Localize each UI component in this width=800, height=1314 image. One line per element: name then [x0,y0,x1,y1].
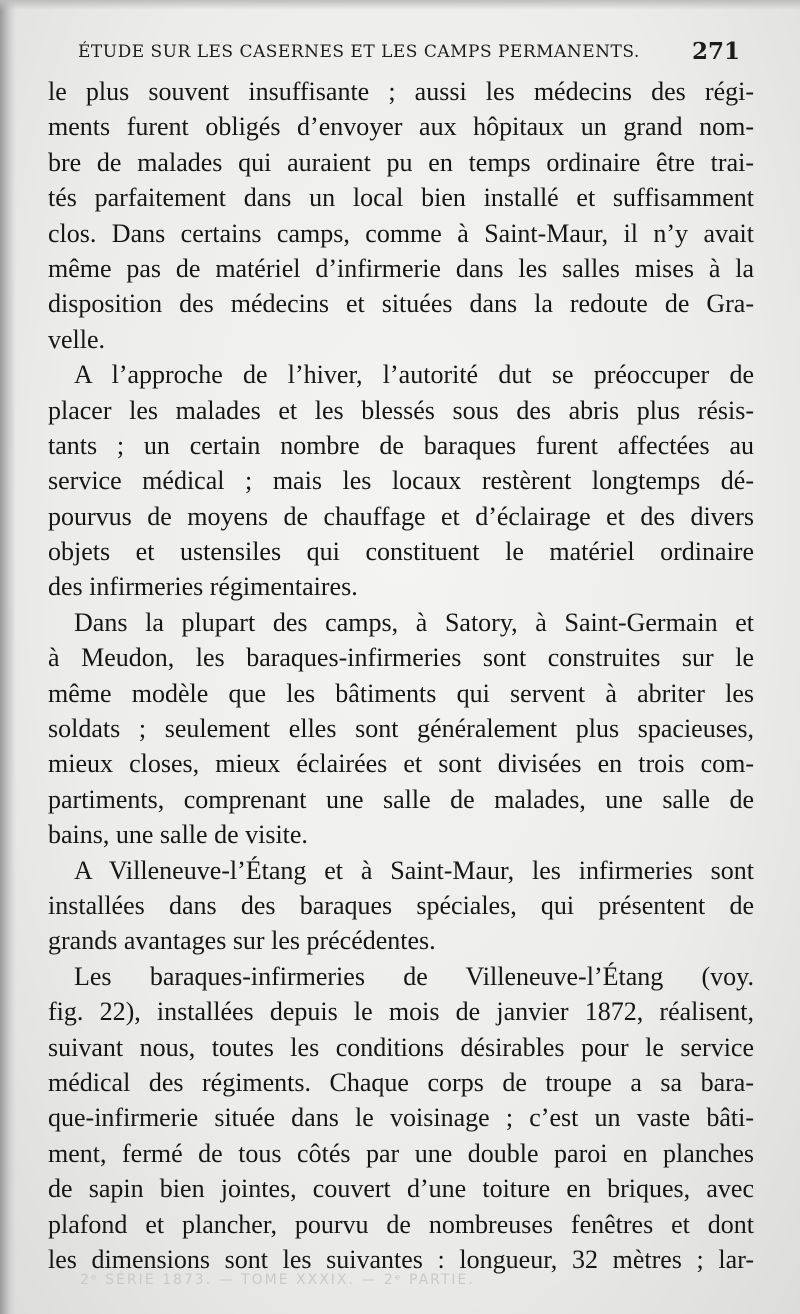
text-line: à Meudon, les baraques-infirmeries sont construites sur le [48,643,754,673]
text-line: médical des régiments. Chaque corps de troupe a sa bara- [48,1067,754,1097]
text-line: grands avantages sur les précédentes. [48,926,436,956]
text-line: clos. Dans certains camps, comme à Saint-Maur, il n’y avait [48,218,754,248]
running-header [78,38,740,70]
text-line: installées dans des baraques spéciales, qui présentent de [48,890,754,920]
text-line: de sapin bien jointes, couvert d’une toiture en briques, avec [48,1174,754,1204]
text-line: mieux closes, mieux éclairées et sont divisées en trois com- [48,749,754,779]
text-line: ment, fermé de tous côtés par une double paroi en planches [48,1138,754,1168]
body-text [48,74,754,1277]
text-line: des infirmeries régimentaires. [48,572,358,602]
text-line: partiments, comprenant une salle de malades, une salle de [48,784,754,814]
running-title: ÉTUDE SUR LES CASERNES ET LES CAMPS PERMANENTS. [78,42,640,62]
text-line: bains, une salle de visite. [48,820,308,850]
text-line: les dimensions sont les suivantes : longueur, 32 mètres ; lar- [48,1244,754,1274]
text-line: ments furent obligés d’envoyer aux hôpitaux un grand nom- [48,112,754,142]
text-line: pourvus de moyens de chauffage et d’éclairage et des divers [48,501,754,531]
paragraph-first-line: A l’approche de l’hiver, l’autorité dut se préoccuper de [74,360,754,390]
text-line: suivant nous, toutes les conditions désirables pour le service [48,1032,754,1062]
text-line: fig. 22), installées depuis le mois de janvier 1872, réalisent, [48,997,754,1027]
paragraph-first-line: A Villeneuve-l’Étang et à Saint-Maur, les infirmeries sont [74,855,754,885]
text-line: le plus souvent insuffisante ; aussi les médecins des régi- [48,77,754,106]
text-line: velle. [48,324,106,354]
paragraph-first-line: Les baraques-infirmeries de Villeneuve-l’Étang (voy. [74,961,754,991]
text-line: service médical ; mais les locaux restèrent longtemps dé- [48,466,754,496]
text-line: que-infirmerie située dans le voisinage ; c’est un vaste bâti- [48,1103,754,1133]
text-line: placer les malades et les blessés sous des abris plus résis- [48,395,754,425]
page-top-shadow [0,0,800,10]
paragraph-first-line: Dans la plupart des camps, à Satory, à Saint-Germain et [74,607,754,637]
text-line: soldats ; seulement elles sont généralement plus spacieuses, [48,714,754,744]
text-line: tants ; un certain nombre de baraques furent affectées au [48,430,754,460]
text-line: bre de malades qui auraient pu en temps ordinaire être trai- [48,147,754,177]
text-line: objets et ustensiles qui constituent le matériel ordinaire [48,537,754,567]
bleed-through-footer: 2ᵉ SÉRIE 1873. — TOME XXXIX. — 2ᵉ PARTIE. [80,1272,475,1288]
text-line: même modèle que les bâtiments qui servent à abriter les [48,678,754,708]
page-number: 271 [691,38,740,65]
text-line: plafond et plancher, pourvu de nombreuses fenêtres et dont [48,1209,754,1239]
page-gutter-shadow [0,0,16,1314]
text-line: disposition des médecins et situées dans la redoute de Gra- [48,289,754,319]
text-line: tés parfaitement dans un local bien installé et suffisamment [48,183,754,213]
text-line: même pas de matériel d’infirmerie dans les salles mises à la [48,253,754,283]
